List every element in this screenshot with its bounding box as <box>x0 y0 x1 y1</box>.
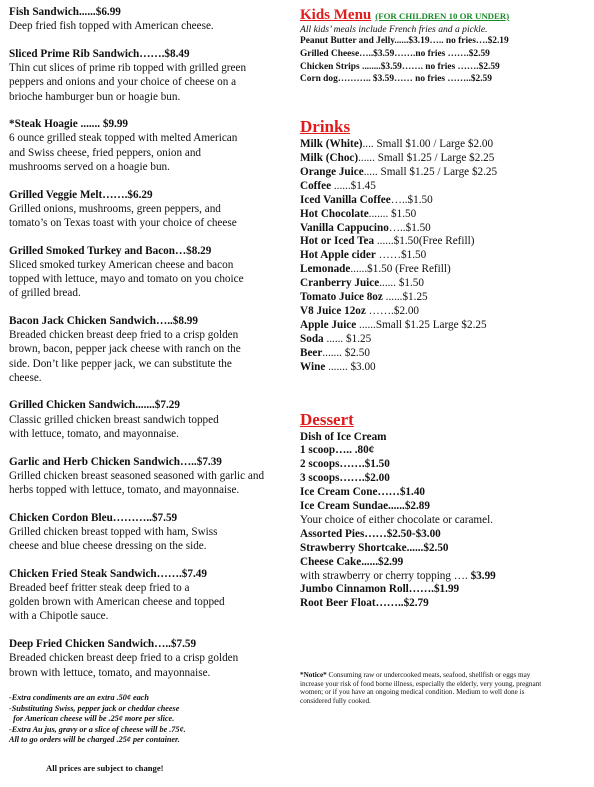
drink-price: ...... $1.25 <box>323 332 372 345</box>
drink-item <box>300 235 590 249</box>
kids-menu-section <box>300 7 590 86</box>
dessert-item: Your choice of either chocolate or caramel. <box>300 513 494 526</box>
kids-menu-item: Chicken Strips ........$3.59……. no fries …….$2.59 <box>300 61 500 72</box>
dessert-item: 1 scoop….. .80¢ <box>300 444 375 457</box>
extras-note-line: for American cheese will be .25¢ more per slice. <box>9 714 175 724</box>
dessert-item: Assorted Pies……$2.50-$3.00 <box>300 527 441 540</box>
menu-item-description: cheese. <box>9 371 42 384</box>
drink-price: ......Small $1.25 Large $2.25 <box>356 318 487 331</box>
drink-price: ......$1.25 <box>382 291 428 304</box>
extras-note-line: -Extra condiments are an extra .50¢ each <box>9 693 149 703</box>
menu-item-description: tomato’s on Texas toast with your choice of cheese <box>9 216 237 229</box>
drink-price: ......$1.50(Free Refill) <box>374 235 475 248</box>
drink-item <box>300 347 590 361</box>
drink-name: Hot Chocolate <box>300 207 369 220</box>
menu-item-description: topped with lettuce, mayo and tomato on you choice <box>9 273 244 286</box>
dessert-item: 3 scoops…….$2.00 <box>300 472 390 485</box>
drink-price: ...... Small $1.25 / Large $2.25 <box>358 152 495 164</box>
dessert-item: Ice Cream Sundae......$2.89 <box>300 500 430 513</box>
drink-price: ....... $1.50 <box>368 207 417 220</box>
menu-item-description: Grilled onions, mushrooms, green peppers, and <box>9 202 221 215</box>
drink-name: Lemonade <box>300 263 351 276</box>
menu-item <box>9 511 291 554</box>
menu-item-description: with a Chipotle sauce. <box>9 610 109 623</box>
menu-item-description: Breaded beef fritter steak deep fried to a <box>9 582 190 594</box>
menu-item <box>9 314 291 385</box>
dessert-item: 2 scoops…….$1.50 <box>300 458 390 471</box>
right-column <box>300 7 590 611</box>
drink-price: ......$1.45 <box>331 179 376 192</box>
drink-item <box>300 319 590 333</box>
menu-item-description: Grilled chicken breast topped with ham, Swiss <box>9 525 218 538</box>
drink-item <box>300 166 590 180</box>
drink-item <box>300 194 590 208</box>
menu-item-description: herbs topped with lettuce, tomato, and mayonnaise. <box>9 483 240 496</box>
menu-item-description: brown with lettuce, tomato, and mayonnaise. <box>9 666 211 679</box>
drink-name: Iced Vanilla Coffee <box>300 193 391 206</box>
dessert-list <box>300 431 590 612</box>
extras-note-line: All to go orders will be charged .25¢ per container. <box>9 735 180 745</box>
dessert-item: with strawberry or cherry topping …. $3.99 <box>300 569 496 582</box>
kids-menu-item: Grilled Cheese…..$3.59…….no fries …….$2.59 <box>300 48 490 59</box>
drink-item <box>300 263 590 277</box>
drink-price: ……$1.50 <box>375 249 427 262</box>
drink-item <box>300 138 590 152</box>
menu-item-title: Grilled Smoked Turkey and Bacon…$8.29 <box>9 244 212 257</box>
menu-item <box>9 117 291 174</box>
drinks-list <box>300 138 590 374</box>
drink-price: ..... Small $1.25 / Large $2.25 <box>363 165 498 178</box>
dessert-item: Strawberry Shortcake......$2.50 <box>300 541 449 554</box>
menu-item <box>9 5 291 33</box>
menu-item-title: Chicken Fried Steak Sandwich…….$7.49 <box>9 567 207 580</box>
menu-item-description: Deep fried fish topped with American cheese. <box>9 20 214 33</box>
menu-item-title: Grilled Chicken Sandwich.......$7.29 <box>9 399 180 412</box>
drink-name: Milk (Choc) <box>300 152 359 164</box>
menu-item <box>9 398 291 441</box>
extras-note-line: -Substituting Swiss, pepper jack or cheddar cheese <box>9 703 180 713</box>
menu-item-description: of grilled bread. <box>9 287 81 300</box>
drink-price: ......$1.50 (Free Refill) <box>350 263 451 276</box>
dessert-item: Root Beer Float……..$2.79 <box>300 597 429 610</box>
menu-item-description: with lettuce, tomato, and mayonnaise. <box>9 427 179 440</box>
drink-price: ....... $2.50 <box>322 346 370 359</box>
kids-menu-item: Corn dog……….. $3.59…… no fries ……..$2.59 <box>300 74 492 85</box>
menu-item-description: mushrooms served on a hoagie bun. <box>9 160 170 173</box>
drink-name: Soda <box>300 332 324 345</box>
drink-name: Wine <box>300 360 326 373</box>
menu-item <box>9 188 291 231</box>
drink-item <box>300 305 590 319</box>
menu-item-description: Thin cut slices of prime rib topped with grilled green <box>9 62 247 75</box>
menu-item-title: Garlic and Herb Chicken Sandwich…..$7.39 <box>9 455 222 468</box>
dessert-price: $3.99 <box>470 569 496 582</box>
notice-text: Consuming raw or undercooked meats, seafood, shellfish or eggs may increase your risk of food borne illness, especially the elderly, very young, pregnant women; or if you have an ongoing medical condition. Medium to well done is considered fully cooked. <box>300 671 542 706</box>
drinks-heading: Drinks <box>300 117 351 137</box>
sandwich-column <box>9 5 291 746</box>
menu-item-title: Chicken Cordon Bleu………..$7.59 <box>9 511 178 524</box>
drink-name: Beer <box>300 346 323 359</box>
drink-item <box>300 361 590 375</box>
menu-item <box>9 244 291 301</box>
dessert-heading: Dessert <box>300 409 354 429</box>
menu-item-description: brioche hamburger bun or hoagie bun. <box>9 90 181 103</box>
menu-item-description: side. Don’t like pepper jack, we can substitute the <box>9 357 232 370</box>
drink-name: Milk (White) <box>300 138 363 151</box>
kids-menu-note: All kids’ meals include French fries and a pickle. <box>300 23 488 35</box>
menu-item-title: Bacon Jack Chicken Sandwich…..$8.99 <box>9 314 198 327</box>
drink-item <box>300 291 590 305</box>
menu-item-title: Grilled Veggie Melt…….$6.29 <box>9 188 153 201</box>
dessert-item: Dish of Ice Cream <box>300 430 387 443</box>
drink-name: Cranberry Juice <box>300 277 380 290</box>
drink-item <box>300 249 590 263</box>
menu-item-description: Grilled chicken breast seasoned seasoned with garlic and <box>9 469 265 482</box>
menu-item <box>9 637 291 680</box>
kids-menu-heading: Kids Menu <box>300 7 372 23</box>
dessert-item: Jumbo Cinnamon Roll…….$1.99 <box>300 583 460 596</box>
drink-item <box>300 180 590 194</box>
drink-price: …….$2.00 <box>365 304 420 317</box>
drink-price: ....... $3.00 <box>325 360 376 373</box>
kids-menu-items <box>300 35 590 86</box>
menu-item-description: 6 ounce grilled steak topped with melted American <box>9 132 238 145</box>
drink-price: …..$1.50 <box>390 193 433 206</box>
menu-item-title: *Steak Hoagie ....... $9.99 <box>9 118 129 131</box>
menu-item <box>9 455 291 498</box>
drink-item <box>300 152 590 166</box>
drink-name: Coffee <box>300 179 332 192</box>
drink-name: Tomato Juice 8oz <box>300 291 383 304</box>
drink-item <box>300 208 590 222</box>
drink-item <box>300 333 590 347</box>
drink-item <box>300 222 590 236</box>
drink-name: Hot or Iced Tea <box>300 235 375 248</box>
notice-label: *Notice* <box>300 671 327 679</box>
extras-notes <box>9 693 291 746</box>
drink-price: …..$1.50 <box>388 221 431 234</box>
menu-item-description: Sliced smoked turkey American cheese and bacon <box>9 258 234 271</box>
drink-name: Hot Apple cider <box>300 249 376 262</box>
menu-item-description: and Swiss cheese, fried peppers, onion and <box>9 146 202 159</box>
price-change-footer: All prices are subject to change! <box>46 763 164 773</box>
food-safety-notice <box>300 671 546 706</box>
drink-name: Apple Juice <box>300 318 357 331</box>
menu-item-description: peppers and onions and your choice of cheese on a <box>9 76 237 89</box>
menu-item-description: cheese and blue cheese dressing on the side. <box>9 540 207 553</box>
drink-name: V8 Juice 12oz <box>300 304 366 317</box>
drink-name: Vanilla Cappucino <box>300 221 389 234</box>
menu-item-description: golden brown with American cheese and topped <box>9 596 225 609</box>
kids-menu-age-note: (FOR CHILDREN 10 OR UNDER) <box>375 11 510 21</box>
menu-item-title: Fish Sandwich......$6.99 <box>9 6 121 18</box>
drink-item <box>300 277 590 291</box>
menu-item-title: Sliced Prime Rib Sandwich…….$8.49 <box>9 47 190 60</box>
menu-item-title: Deep Fried Chicken Sandwich…..$7.59 <box>9 638 197 651</box>
drink-price: .... Small $1.00 / Large $2.00 <box>362 138 494 151</box>
menu-item-description: Breaded chicken breast deep fried to a crisp golden <box>9 329 239 342</box>
menu-item-description: Classic grilled chicken breast sandwich topped <box>9 413 219 426</box>
extras-note-line: -Extra Au jus, gravy or a slice of cheese will be .75¢. <box>9 724 186 734</box>
dessert-item: Ice Cream Cone……$1.40 <box>300 486 426 499</box>
menu-item <box>9 47 291 104</box>
drink-name: Orange Juice <box>300 165 364 178</box>
menu-item <box>9 567 291 624</box>
dessert-item: Cheese Cake......$2.99 <box>300 555 404 568</box>
menu-item-description: Breaded chicken breast deep fried to a crisp golden <box>9 652 239 665</box>
drink-price: ...... $1.50 <box>379 277 424 290</box>
menu-item-description: brown, bacon, pepper jack cheese with ranch on the <box>9 343 241 356</box>
kids-menu-item: Peanut Butter and Jelly......$3.19….. no fries….$2.19 <box>300 35 509 46</box>
